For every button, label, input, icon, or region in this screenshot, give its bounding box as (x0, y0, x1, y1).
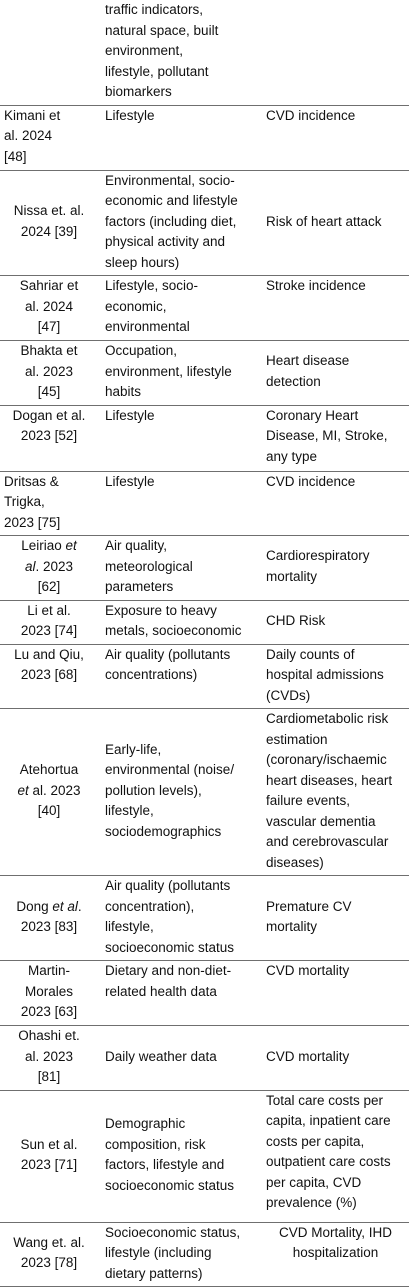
study-cell: Leiriao et al. 2023 [62] (0, 536, 98, 601)
outcome-cell: Stroke incidence (258, 276, 409, 341)
table-row (0, 105, 409, 170)
table-row (0, 1090, 409, 1222)
table-row (0, 276, 409, 341)
table-row (0, 644, 409, 709)
factors-cell: Lifestyle, socio- economic, environmental (98, 276, 258, 341)
factors-cell: Occupation, environment, lifestyle habits (98, 341, 258, 406)
outcome-cell: CHD Risk (258, 600, 409, 644)
factors-cell: Lifestyle (98, 405, 258, 471)
study-cell: Dogan et al. 2023 [52] (0, 405, 98, 471)
study-cell: Lu and Qiu, 2023 [68] (0, 644, 98, 709)
factors-cell: Lifestyle (98, 105, 258, 170)
table-row (0, 536, 409, 601)
outcome-cell: CVD incidence (258, 105, 409, 170)
outcome-cell: Cardiometabolic risk estimation (coronary/ischaemic heart diseases, heart failure events, vascular dementia and cerebrovascular diseases) (258, 709, 409, 876)
study-cell: Atehortua et al. 2023 [40] (0, 709, 98, 876)
table-row (0, 1026, 409, 1091)
table-row (0, 471, 409, 536)
table-row (0, 0, 409, 105)
outcome-cell: CVD Mortality, IHD hospitalization (258, 1222, 409, 1287)
table-row (0, 405, 409, 471)
table-row (0, 1222, 409, 1287)
study-cell: Dong et al. 2023 [83] (0, 876, 98, 961)
factors-cell: Dietary and non-diet- related health data (98, 961, 258, 1026)
outcome-cell: CVD incidence (258, 471, 409, 536)
study-cell: Martin- Morales 2023 [63] (0, 961, 98, 1026)
table-row (0, 876, 409, 961)
outcome-cell: CVD mortality (258, 1026, 409, 1091)
study-cell: Ohashi et. al. 2023 [81] (0, 1026, 98, 1091)
study-cell: Dritsas & Trigka, 2023 [75] (0, 471, 98, 536)
table-row (0, 709, 409, 876)
outcome-cell: Coronary Heart Disease, MI, Stroke, any type (258, 405, 409, 471)
study-cell: Sahriar et al. 2024 [47] (0, 276, 98, 341)
factors-cell: Socioeconomic status, lifestyle (including dietary patterns) (98, 1222, 258, 1287)
table-row (0, 341, 409, 406)
factors-cell: Air quality (pollutants concentrations) (98, 644, 258, 709)
study-cell: Li et al. 2023 [74] (0, 600, 98, 644)
study-cell: Nissa et. al. 2024 [39] (0, 170, 98, 276)
factors-cell: Demographic composition, risk factors, lifestyle and socioeconomic status (98, 1090, 258, 1222)
factors-cell: Air quality (pollutants concentration), lifestyle, socioeconomic status (98, 876, 258, 961)
study-cell (0, 0, 98, 105)
table-row (0, 961, 409, 1026)
table-row (0, 600, 409, 644)
factors-cell: Air quality, meteorological parameters (98, 536, 258, 601)
outcome-cell: Premature CV mortality (258, 876, 409, 961)
outcome-cell: Heart disease detection (258, 341, 409, 406)
factors-cell: Exposure to heavy metals, socioeconomic (98, 600, 258, 644)
factors-cell: Environmental, socio- economic and lifestyle factors (including diet, physical activity and sleep hours) (98, 170, 258, 276)
factors-cell: traffic indicators, natural space, built environment, lifestyle, pollutant biomarkers (98, 0, 258, 105)
study-cell: Sun et al. 2023 [71] (0, 1090, 98, 1222)
study-cell: Wang et. al. 2023 [78] (0, 1222, 98, 1287)
table-row (0, 170, 409, 276)
factors-cell: Early-life, environmental (noise/ pollution levels), lifestyle, sociodemographics (98, 709, 258, 876)
factors-cell: Daily weather data (98, 1026, 258, 1091)
outcome-cell: Total care costs per capita, inpatient care costs per capita, outpatient care costs per capita, CVD prevalence (%) (258, 1090, 409, 1222)
outcome-cell: Daily counts of hospital admissions (CVDs) (258, 644, 409, 709)
study-cell: Bhakta et al. 2023 [45] (0, 341, 98, 406)
outcome-cell: Cardiorespiratory mortality (258, 536, 409, 601)
outcome-cell (258, 0, 409, 105)
outcome-cell: CVD mortality (258, 961, 409, 1026)
study-cell: Kimani et al. 2024 [48] (0, 105, 98, 170)
outcome-cell: Risk of heart attack (258, 170, 409, 276)
factors-cell: Lifestyle (98, 471, 258, 536)
